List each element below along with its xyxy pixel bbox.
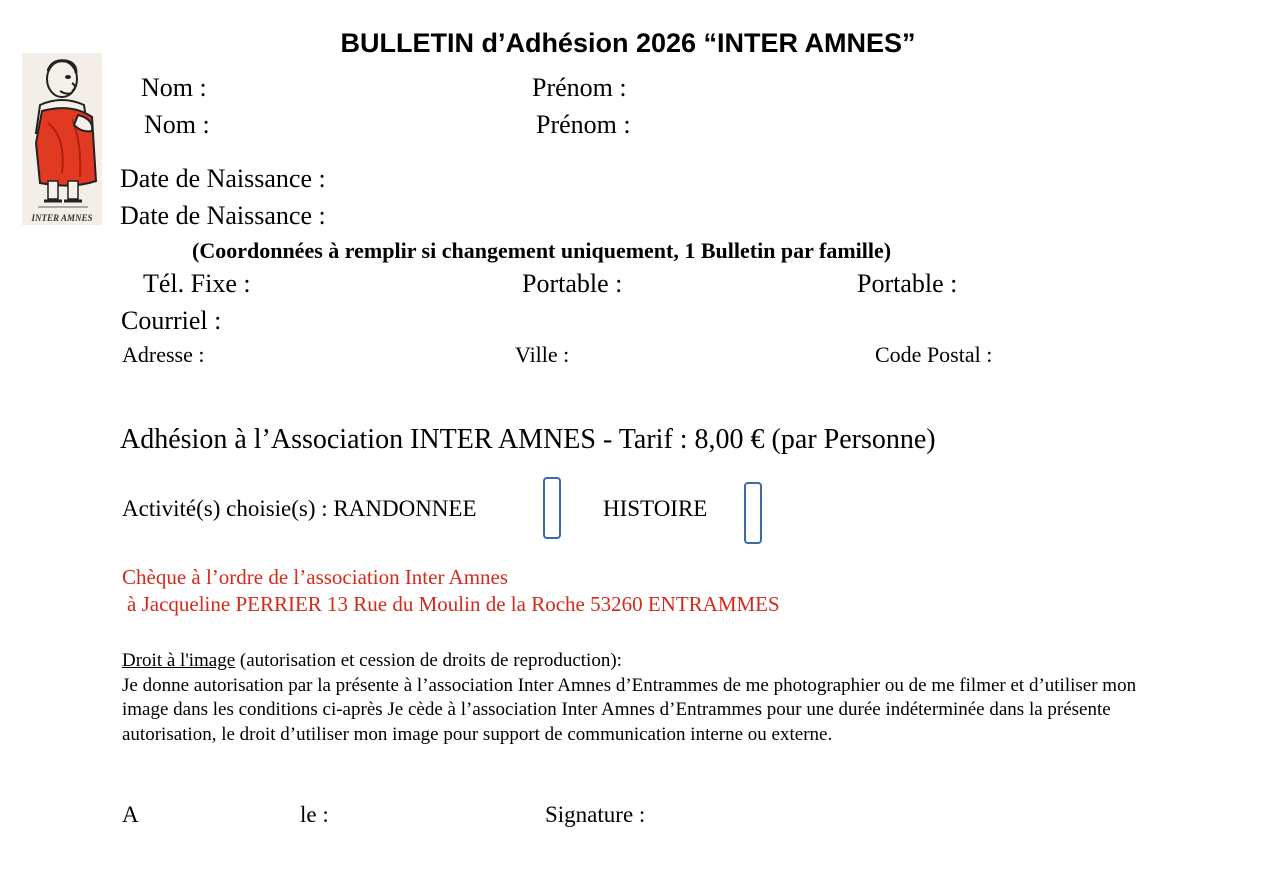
coordonnees-note: (Coordonnées à remplir si changement uniquement, 1 Bulletin par famille) (192, 238, 892, 263)
prenom-label-1: Prénom : (532, 73, 627, 102)
roman-figure-icon (22, 53, 102, 213)
prenom-label-2: Prénom : (536, 110, 631, 139)
droit-image-heading: Droit à l'image (122, 650, 236, 671)
portable-label-1: Portable : (522, 269, 623, 298)
ville-label: Ville : (515, 342, 570, 367)
droit-image-body: Je donne autorisation par la présente à l’association Inter Amnes d’Entrammes de me photographier ou de me filmer et d’utiliser mon image dans les conditions ci-après Je cède à l’association Inter Amnes d’Entrammes pour une durée indéterminée dans la présente autorisation, le droit d’utiliser mon image pour support de communication interne ou externe. (122, 674, 1137, 745)
tel-fixe-label: Tél. Fixe : (143, 269, 251, 298)
inter-amnes-logo (22, 53, 102, 225)
courriel-label: Courriel : (121, 306, 222, 335)
date-naissance-label-1: Date de Naissance : (120, 164, 326, 193)
code-postal-label: Code Postal : (875, 342, 993, 367)
droit-image-heading-suffix: (autorisation et cession de droits de reproduction): (235, 650, 622, 671)
cheque-line-1: Chèque à l’ordre de l’association Inter Amnes (122, 565, 509, 589)
date-naissance-label-2: Date de Naissance : (120, 201, 326, 230)
cheque-line-2: à Jacqueline PERRIER 13 Rue du Moulin de la Roche 53260 ENTRAMMES (127, 592, 780, 616)
portable-label-2: Portable : (857, 269, 958, 298)
histoire-label: HISTOIRE (603, 496, 708, 521)
logo-caption: INTER AMNES (31, 213, 93, 223)
activites-label: Activité(s) choisie(s) : RANDONNEE (122, 496, 477, 521)
date-le-label: le : (300, 802, 329, 827)
adhesion-tarif: Adhésion à l’Association INTER AMNES - Tarif : 8,00 € (par Personne) (120, 424, 936, 455)
page-title: BULLETIN d’Adhésion 2026 “INTER AMNES” (340, 28, 916, 58)
droit-image-section (122, 649, 1162, 747)
adresse-label: Adresse : (122, 342, 205, 367)
nom-label-2: Nom : (144, 110, 210, 139)
signature-label: Signature : (545, 802, 646, 827)
nom-label-1: Nom : (141, 73, 207, 102)
lieu-label: A (122, 802, 139, 827)
histoire-checkbox[interactable] (744, 482, 762, 544)
randonnee-checkbox[interactable] (543, 477, 561, 539)
